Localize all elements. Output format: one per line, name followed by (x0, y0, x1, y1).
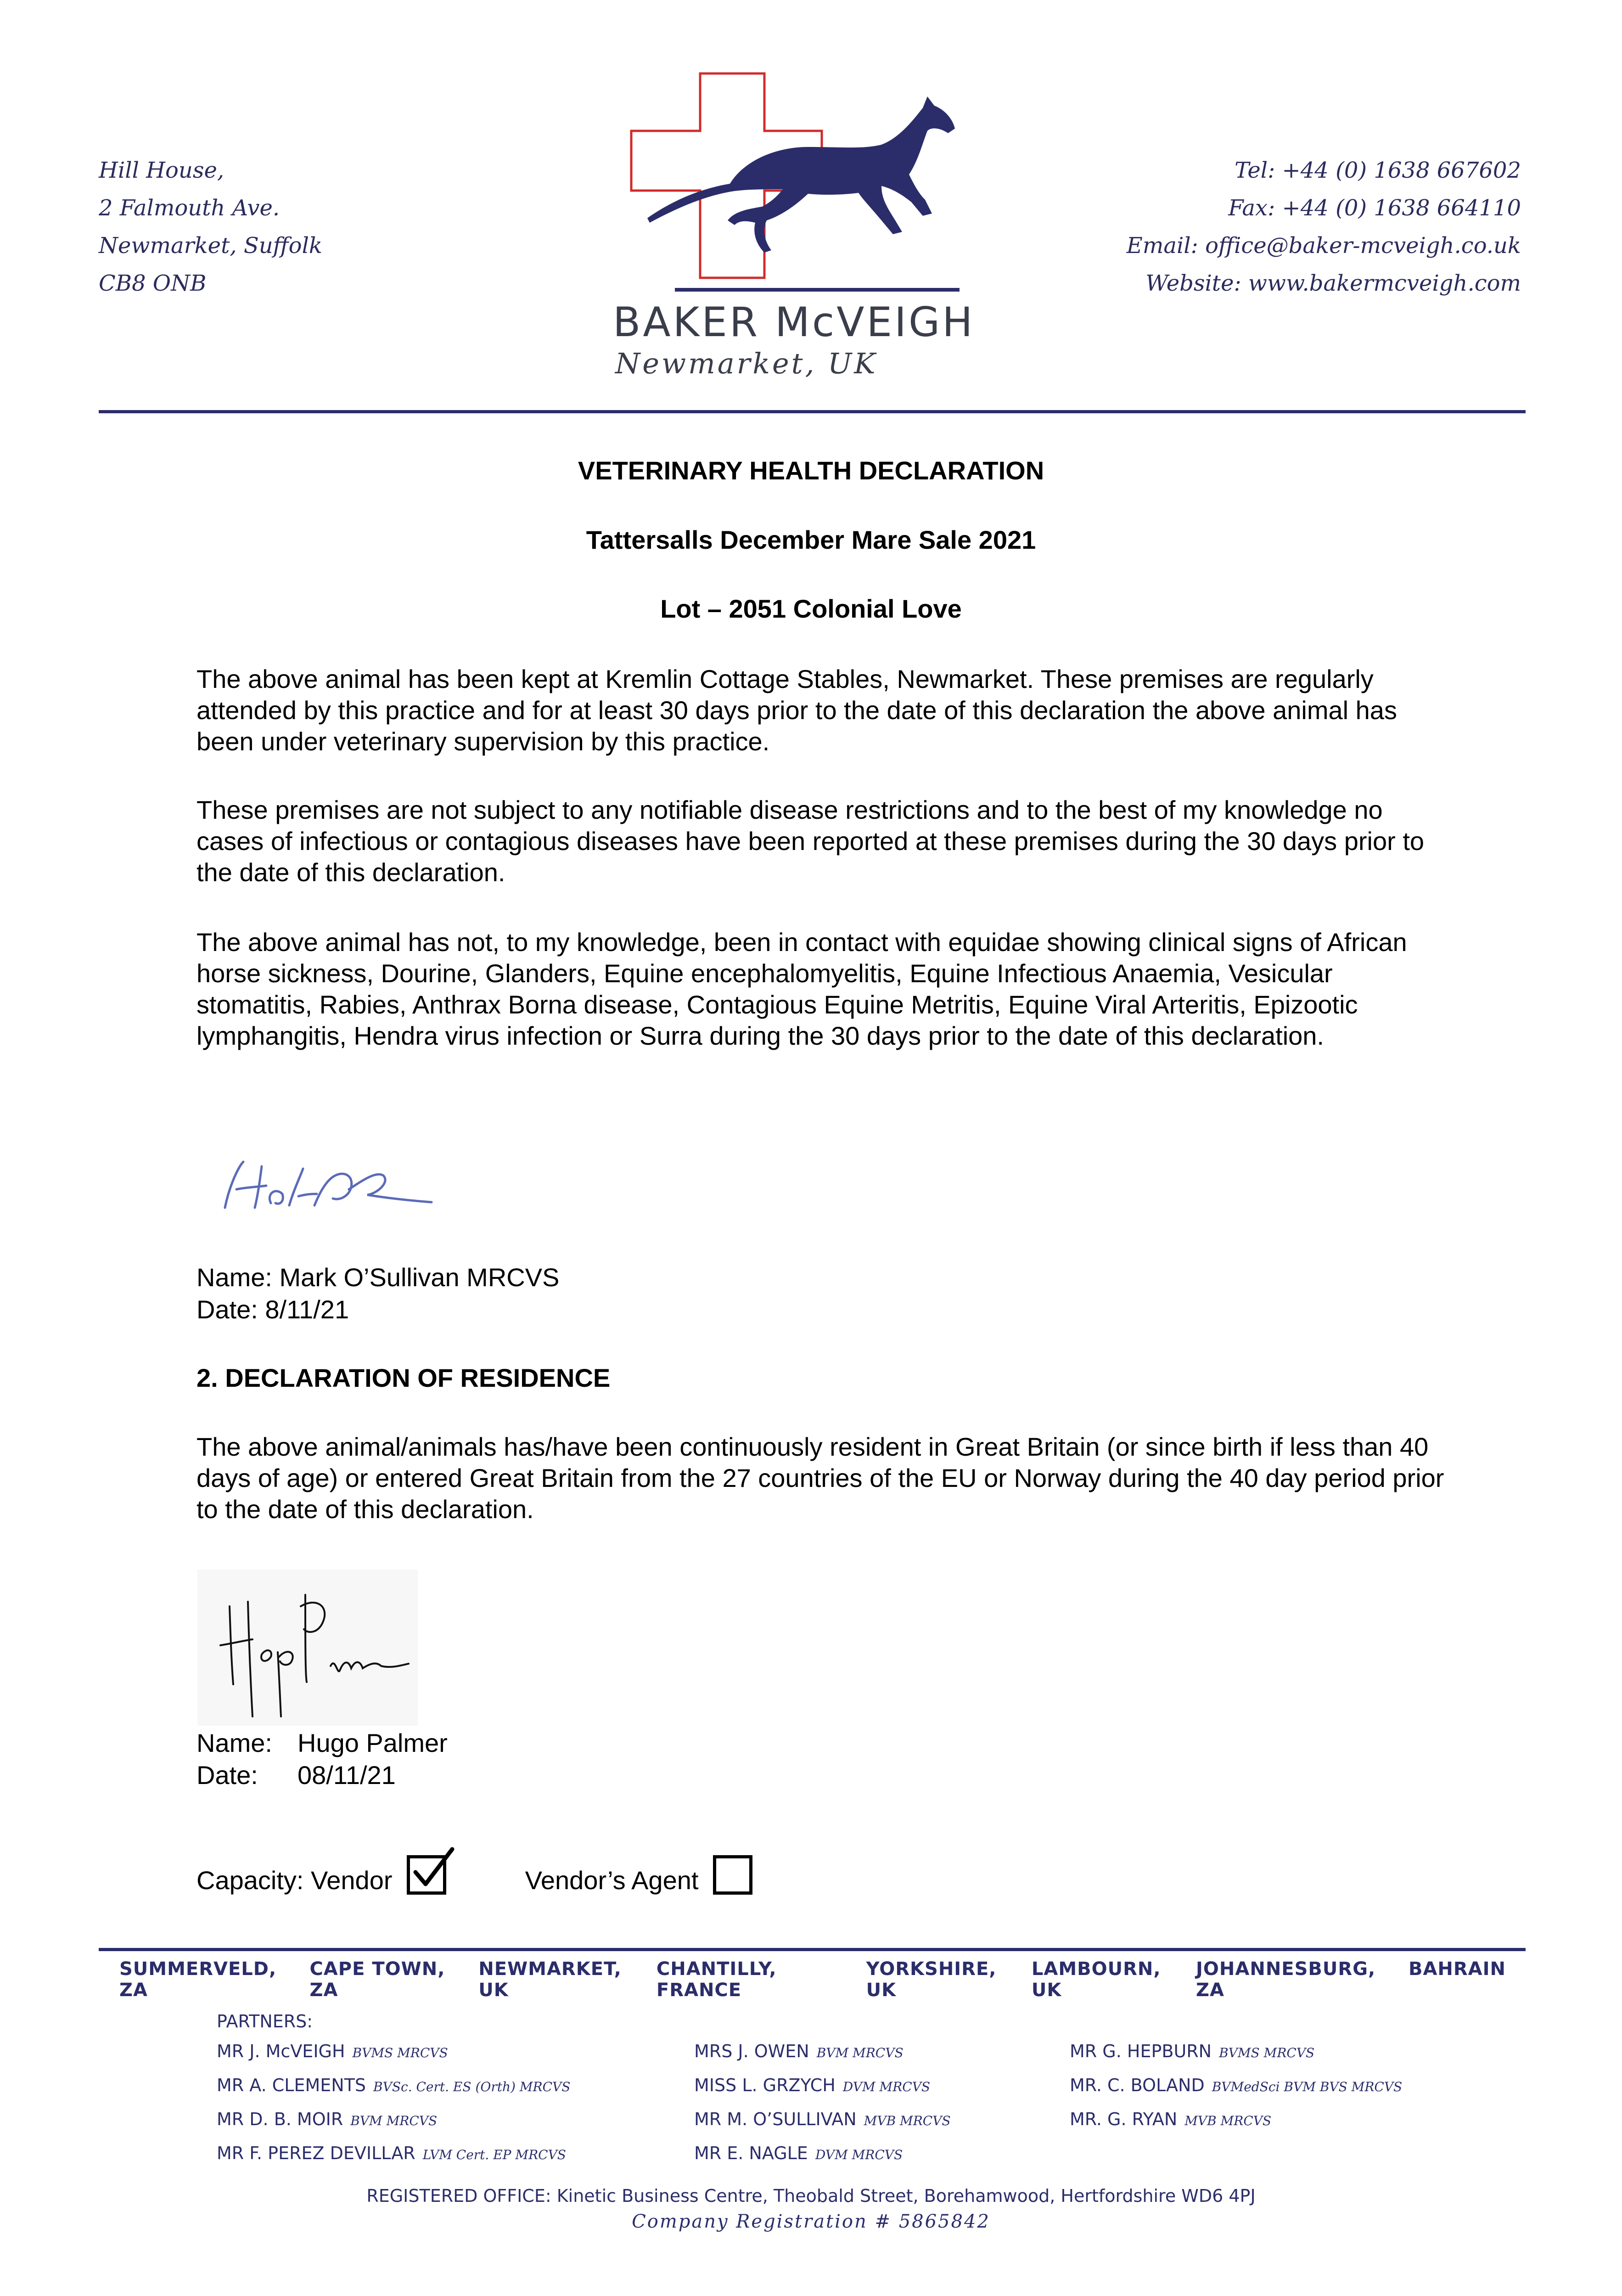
partner-entry: MR E. NAGLE DVM MRCVS (694, 2143, 903, 2163)
partner-entry: MR G. HEPBURN BVMS MRCVS (1070, 2041, 1315, 2061)
contact-fax: Fax: +44 (0) 1638 664110 (1228, 195, 1521, 221)
brand-location: Newmarket, UK (615, 347, 878, 380)
paragraph-restrictions: These premises are not subject to any notifiable disease restrictions and to the best of my knowledge no cases of infectious or contagious diseases have been reported at these premises during the 30 days prior to the date of this declaration. (196, 795, 1425, 887)
partner-entry: MR A. CLEMENTS BVSc. Cert. ES (Orth) MRCVS (217, 2075, 571, 2095)
partner-entry: MR J. McVEIGH BVMS MRCVS (217, 2041, 448, 2061)
address-line: Newmarket, Suffolk (99, 233, 323, 259)
practice-contact (1127, 152, 1521, 302)
partner-entry: MR. G. RYAN MVB MRCVS (1070, 2109, 1272, 2129)
vet-signature (216, 1143, 436, 1219)
office-item: BAHRAIN (1408, 1958, 1506, 1980)
contact-phone: Tel: +44 (0) 1638 667602 (1235, 158, 1521, 183)
paragraph-supervision: The above animal has been kept at Kremlin Cottage Stables, Newmarket. These premises are regularly attended by this practice and for at least 30 days prior to the date of this declaration the above animal has been under veterinary supervision by this practice. (196, 664, 1397, 756)
partners-column-2 (694, 2035, 951, 2171)
contact-website[interactable]: Website: www.bakermcveigh.com (1145, 270, 1521, 296)
document-title: VETERINARY HEALTH DECLARATION (578, 456, 1044, 485)
agent-checkbox[interactable] (713, 1855, 752, 1895)
signer-name-row (196, 1728, 448, 1759)
office-item: SUMMERVELD, ZA (119, 1958, 277, 2001)
signer-name: Hugo Palmer (297, 1728, 448, 1757)
office-item: JOHANNESBURG, ZA (1196, 1958, 1376, 2001)
capacity-vendor-label: Capacity: Vendor (196, 1866, 393, 1895)
brand-name: BAKER McVEIGH (613, 298, 975, 346)
lot-title: Lot – 2051 Colonial Love (660, 594, 962, 623)
vet-signature-image (216, 1143, 436, 1217)
address-line: CB8 ONB (99, 270, 207, 296)
capacity-agent-label: Vendor’s Agent (525, 1866, 699, 1895)
signer-signature (197, 1570, 418, 1726)
partner-entry: MR M. O’SULLIVAN MVB MRCVS (694, 2109, 951, 2129)
partner-entry: MISS L. GRZYCH DVM MRCVS (694, 2075, 931, 2095)
address-line: Hill House, (99, 158, 224, 183)
footer-divider (99, 1948, 1526, 1951)
address-line: 2 Falmouth Ave. (99, 195, 280, 221)
residence-heading: 2. DECLARATION OF RESIDENCE (196, 1363, 611, 1392)
signer-name-label: Name: (196, 1728, 272, 1757)
company-registration: Company Registration # 5865842 (632, 2211, 990, 2232)
partners-heading: PARTNERS: (217, 2011, 313, 2032)
paragraph-disease-contact: The above animal has not, to my knowledge, been in contact with equidae showing clinical signs of African horse sickness, Dourine, Glanders, Equine encephalomyelitis, Equine Infectious Anaemia, Vesicular stomatitis, Rabies, Anthrax Borna disease, Contagious Equine Metritis, Equine Viral Arteritis, Epizootic lymphangitis, Hendra virus infection or Surra during the 30 days prior to the date of this declaration. (196, 928, 1407, 1050)
signer-date-row (196, 1760, 396, 1791)
residence-paragraph: The above animal/animals has/have been continuously resident in Great Britain (or since birth if less than 40 days of age) or entered Great Britain from the 27 countries of the EU or Norway during the 40 day period prior to the date of this declaration. (196, 1432, 1444, 1524)
office-item: CAPE TOWN, ZA (309, 1958, 445, 2001)
partners-column-1 (217, 2035, 570, 2171)
partner-entry: MR. C. BOLAND BVMedSci BVM BVS MRCVS (1070, 2075, 1403, 2095)
office-item: LAMBOURN, UK (1031, 1958, 1161, 2001)
partner-entry: MR D. B. MOIR BVM MRCVS (217, 2109, 438, 2129)
office-locations (119, 1958, 1506, 2001)
signer-date: 08/11/21 (297, 1761, 396, 1790)
practice-address (99, 152, 322, 302)
registered-office: REGISTERED OFFICE: Kinetic Business Centre, Theobald Street, Borehamwood, Hertfordshire WD6 4PJ (366, 2186, 1256, 2206)
partner-entry: MR F. PEREZ DEVILLAR LVM Cert. EP MRCVS (217, 2143, 566, 2163)
checkmark-icon (406, 1845, 457, 1895)
office-item: NEWMARKET, UK (478, 1958, 622, 2001)
vet-date: Date: 8/11/21 (196, 1295, 349, 1324)
red-cross-horse-logo-icon (624, 69, 982, 298)
sale-title: Tattersalls December Mare Sale 2021 (586, 525, 1036, 554)
partners-column-3 (1070, 2035, 1402, 2137)
signer-signature-image (197, 1570, 418, 1726)
partner-entry: MRS J. OWEN BVM MRCVS (694, 2041, 904, 2061)
office-item: CHANTILLY, FRANCE (656, 1958, 777, 2001)
office-item: YORKSHIRE, UK (866, 1958, 997, 2001)
logo (624, 69, 982, 298)
signer-date-label: Date: (196, 1761, 258, 1790)
vendor-checkbox[interactable] (407, 1855, 446, 1895)
contact-email[interactable]: Email: office@baker-mcveigh.co.uk (1126, 233, 1521, 259)
vet-name: Name: Mark O’Sullivan MRCVS (196, 1263, 560, 1292)
header-divider (99, 410, 1526, 413)
capacity-row (196, 1855, 752, 1896)
